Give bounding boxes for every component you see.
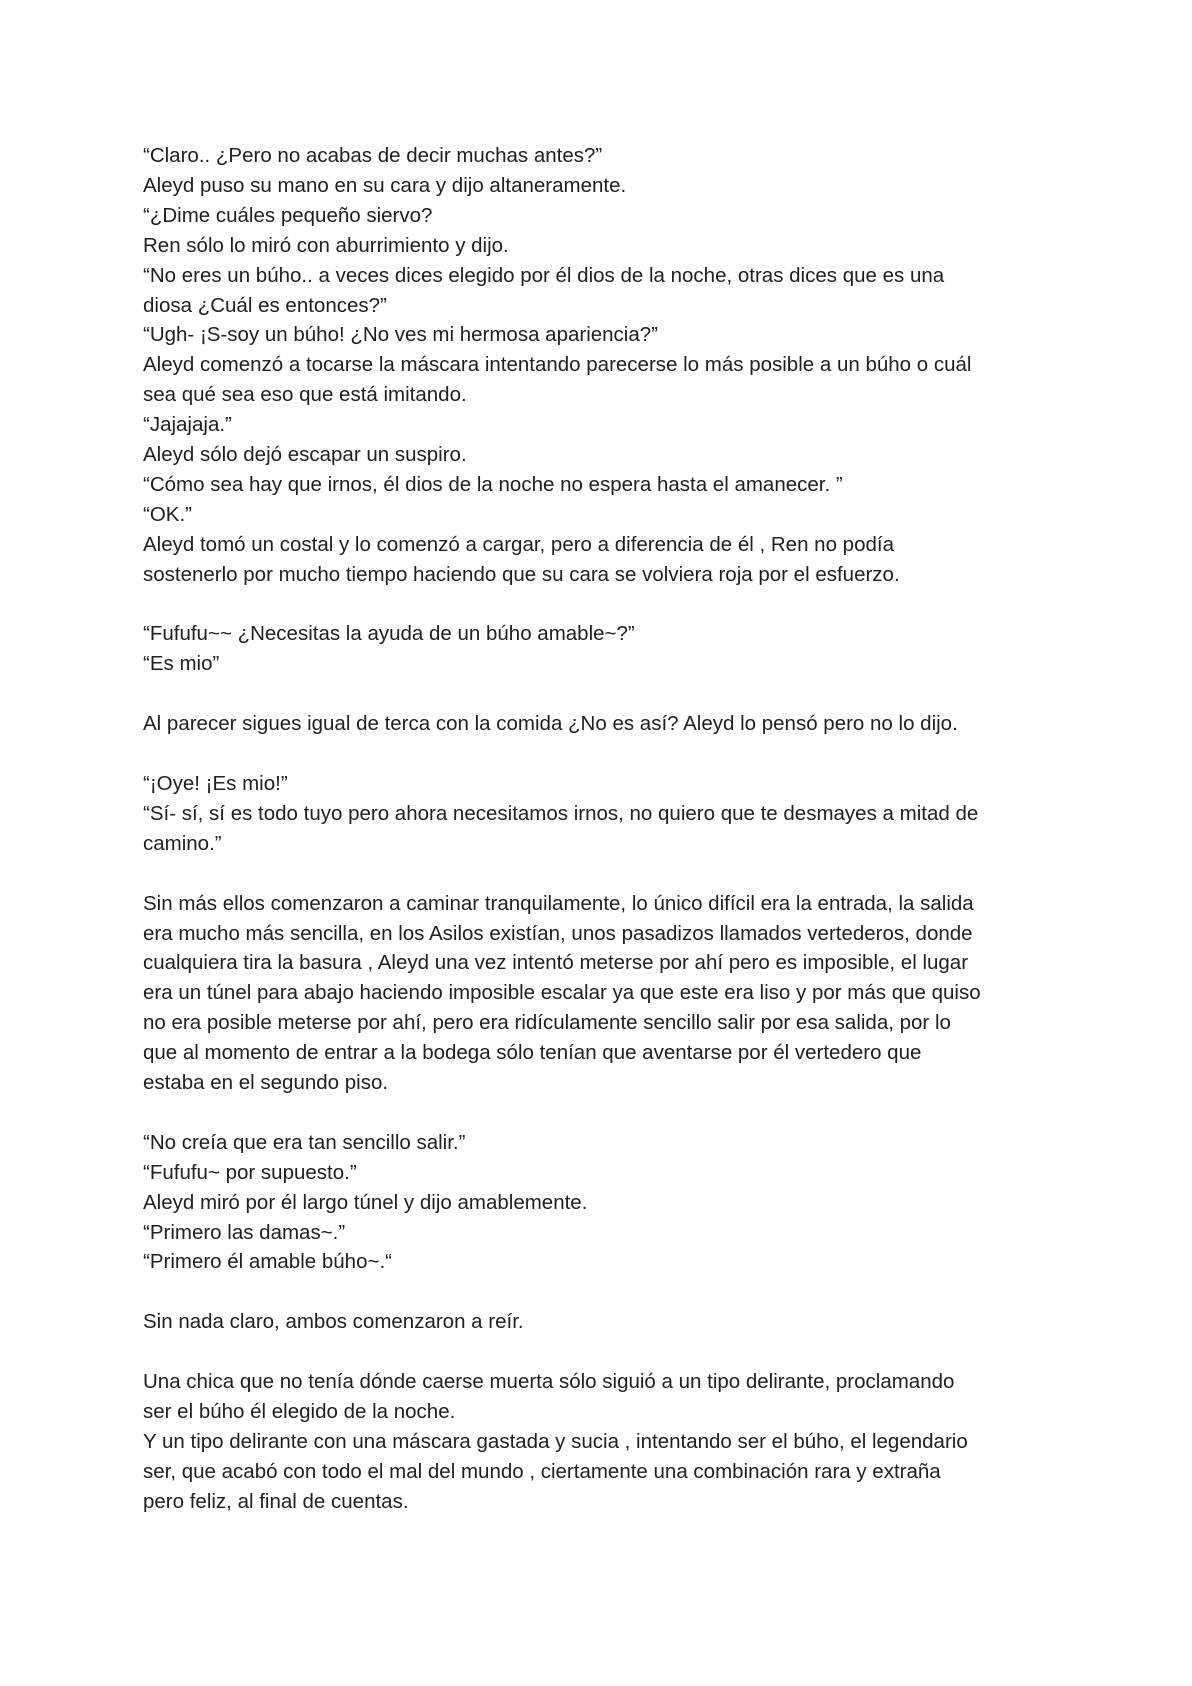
text-line: sostenerlo por mucho tiempo haciendo que su cara se volviera roja por el esfuerzo.	[143, 562, 900, 586]
text-line: “Primero él amable búho~.“	[143, 1250, 392, 1274]
text-line: “Sí- sí, sí es todo tuyo pero ahora necesitamos irnos, no quiero que te desmayes a mitad de	[143, 801, 979, 825]
text-line: era un túnel para abajo haciendo imposible escalar ya que este era liso y por más que quiso	[143, 981, 981, 1005]
text-line: “Ugh- ¡S-soy un búho! ¿No ves mi hermosa apariencia?”	[143, 323, 658, 347]
text-line: “Es mio”	[143, 652, 220, 676]
text-line: Aleyd tomó un costal y lo comenzó a cargar, pero a diferencia de él , Ren no podía	[143, 532, 894, 556]
blank-line	[143, 1277, 1048, 1307]
text-line: estaba en el segundo piso.	[143, 1071, 389, 1095]
text-line: “¿Dime cuáles pequeño siervo?	[143, 203, 433, 227]
text-line: “Fufufu~ por supuesto.”	[143, 1160, 357, 1184]
text-line: sea qué sea eso que está imitando.	[143, 383, 467, 407]
text-line: “No creía que era tan sencillo salir.”	[143, 1130, 466, 1154]
text-line: Y un tipo delirante con una máscara gastada y sucia , intentando ser el búho, el legendario	[143, 1429, 968, 1453]
text-line: “Claro.. ¿Pero no acabas de decir muchas antes?”	[143, 144, 603, 167]
text-line: Aleyd puso su mano en su cara y dijo altaneramente.	[143, 173, 627, 197]
text-line: “Fufufu~~ ¿Necesitas la ayuda de un búho amable~?”	[143, 622, 635, 646]
text-line: no era posible meterse por ahí, pero era ridículamente sencillo salir por esa salida, por lo	[143, 1011, 951, 1035]
text-line: Ren sólo lo miró con aburrimiento y dijo.	[143, 233, 509, 257]
text-line: “Cómo sea hay que irnos, él dios de la noche no espera hasta el amanecer. ”	[143, 472, 843, 496]
text-line: Al parecer sigues igual de terca con la comida ¿No es así? Aleyd lo pensó pero no lo dijo.	[143, 712, 958, 736]
text-line: Una chica que no tenía dónde caerse muerta sólo siguió a un tipo delirante, proclamando	[143, 1370, 955, 1394]
text-line: “Primero las damas~.”	[143, 1220, 346, 1244]
text-line: “Jajajaja.”	[143, 413, 232, 437]
text-line: Sin nada claro, ambos comenzaron a reír.	[143, 1310, 524, 1334]
blank-line	[143, 1098, 1048, 1128]
blank-line	[143, 679, 1048, 709]
text-line: “¡Oye! ¡Es mio!”	[143, 771, 288, 795]
text-line: Aleyd miró por él largo túnel y dijo amablemente.	[143, 1190, 588, 1214]
blank-line	[143, 739, 1048, 769]
text-line: Sin más ellos comenzaron a caminar tranquilamente, lo único difícil era la entrada, la salida	[143, 891, 974, 915]
text-line: cualquiera tira la basura , Aleyd una vez intentó meterse por ahí pero es imposible, el lugar	[143, 951, 969, 975]
text-line: “No eres un búho.. a veces dices elegido por él dios de la noche, otras dices que es una	[143, 263, 945, 287]
document-body	[143, 141, 1048, 1517]
text-line: que al momento de entrar a la bodega sólo tenían que aventarse por él vertedero que	[143, 1041, 922, 1065]
text-line: ser, que acabó con todo el mal del mundo , ciertamente una combinación rara y extraña	[143, 1459, 941, 1483]
blank-line	[143, 1337, 1048, 1367]
text-line: diosa ¿Cuál es entonces?”	[143, 293, 387, 317]
text-line: Aleyd comenzó a tocarse la máscara intentando parecerse lo más posible a un búho o cuál	[143, 353, 972, 377]
text-line: pero feliz, al final de cuentas.	[143, 1489, 409, 1513]
text-line: ser el búho él elegido de la noche.	[143, 1399, 456, 1423]
text-line: era mucho más sencilla, en los Asilos existían, unos pasadizos llamados vertederos, donde	[143, 921, 973, 945]
text-line: Aleyd sólo dejó escapar un suspiro.	[143, 443, 467, 467]
text-line: camino.”	[143, 831, 222, 855]
text-line: “OK.”	[143, 502, 192, 526]
blank-line	[143, 590, 1048, 620]
blank-line	[143, 859, 1048, 889]
